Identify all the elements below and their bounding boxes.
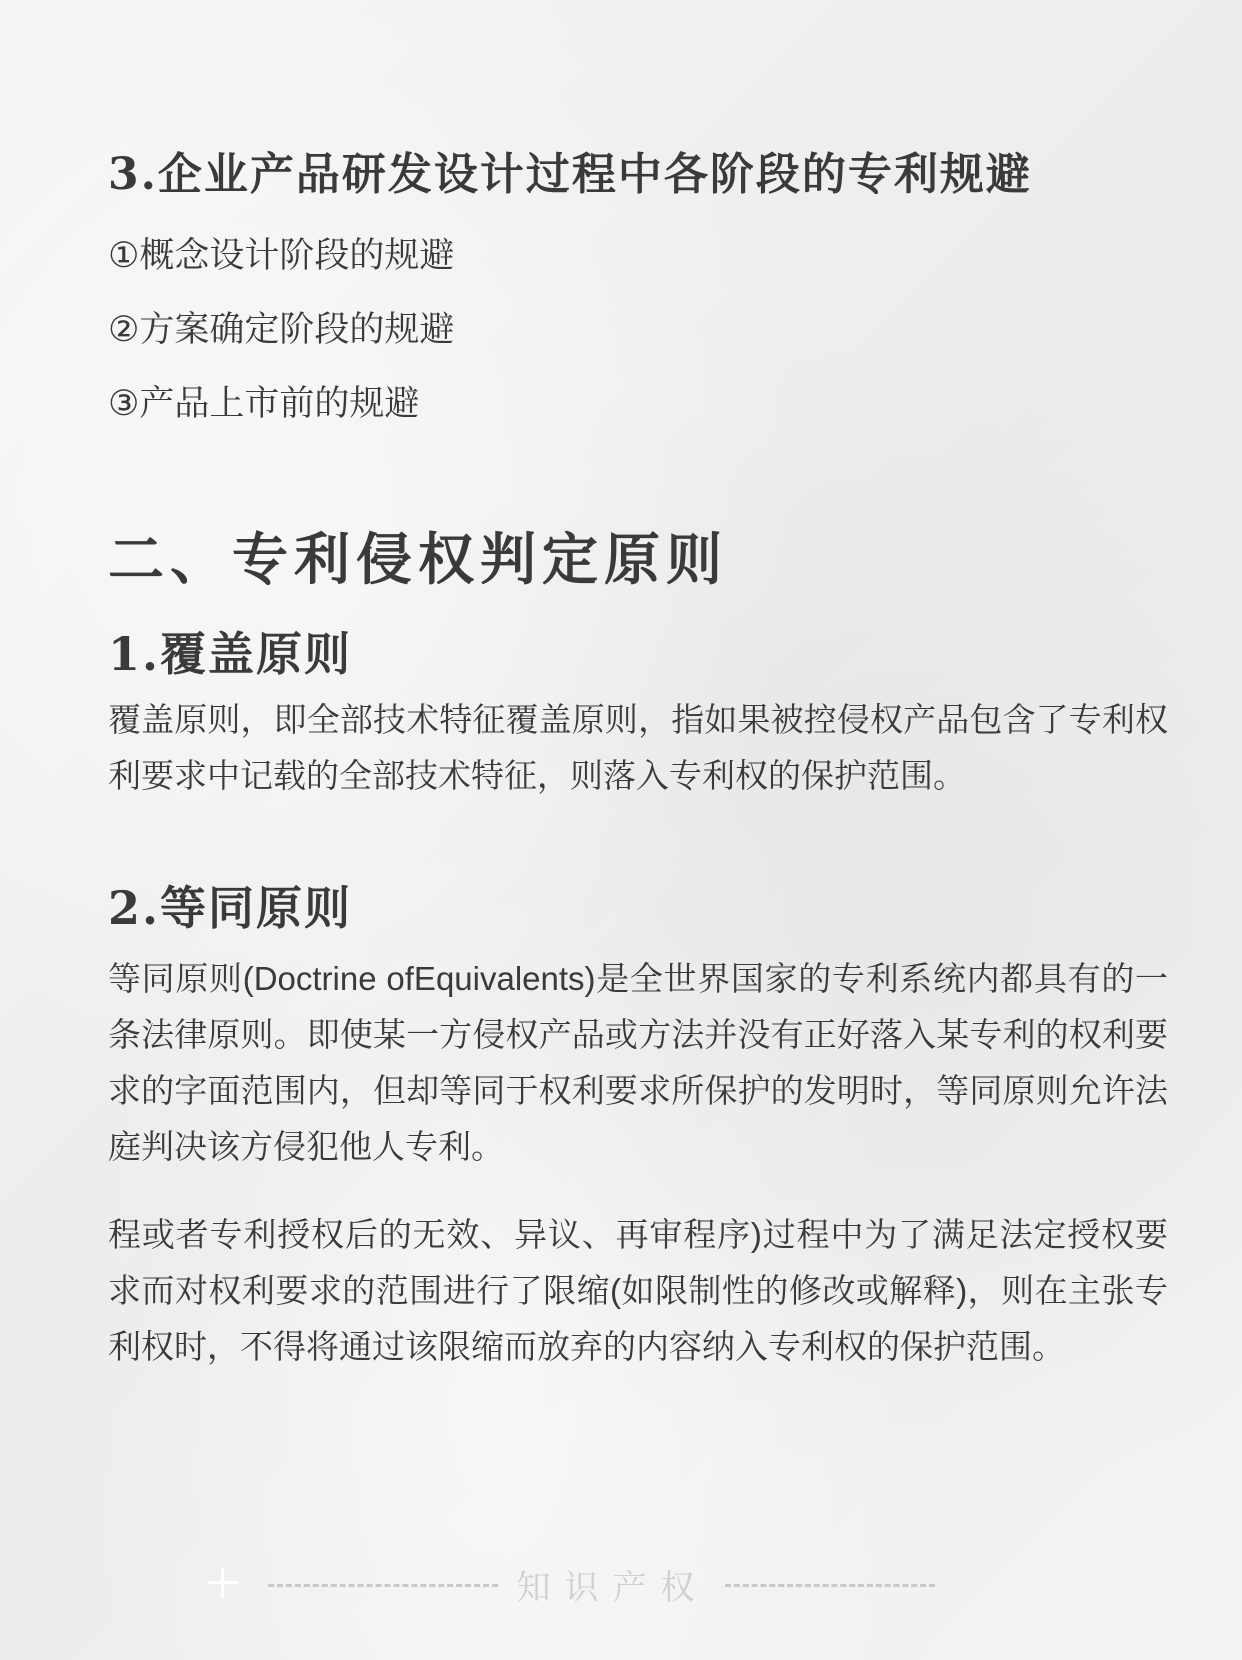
footer bbox=[0, 1560, 1242, 1610]
footer-divider-left bbox=[268, 1584, 498, 1587]
section3-heading: 3.企业产品研发设计过程中各阶段的专利规避 bbox=[108, 149, 1032, 200]
section3-item-prelaunch: ③产品上市前的规避 bbox=[108, 384, 420, 423]
plus-icon bbox=[208, 1568, 238, 1598]
footer-divider-right bbox=[725, 1584, 935, 1587]
footer-label: 知识产权 bbox=[516, 1568, 709, 1608]
principle2-paragraph: 等同原则(Doctrine ofEquivalents)是全世界国家的专利系统内都具有的一条法律原则。即使某一方侵权产品或方法并没有正好落入某专利的权利要求的字面范围内，但却等同于权利要求所保护的发明时，等同原则允许法庭判决该方侵犯他人专利。 bbox=[108, 960, 1168, 1165]
principle1-heading: 1.覆盖原则 bbox=[108, 627, 353, 681]
section3-item-plan: ②方案确定阶段的规避 bbox=[108, 310, 455, 349]
part2-heading: 二、专利侵权判定原则 bbox=[108, 527, 728, 593]
principle2-paragraph-2: 程或者专利授权后的无效、异议、再审程序)过程中为了满足法定授权要求而对权利要求的范围进行了限缩(如限制性的修改或解释)，则在主张专利权时，不得将通过该限缩而放弃的内容纳入专利权的保护范围。 bbox=[108, 1216, 1168, 1365]
principle1-paragraph: 覆盖原则，即全部技术特征覆盖原则，指如果被控侵权产品包含了专利权利要求中记载的全部技术特征，则落入专利权的保护范围。 bbox=[108, 701, 1168, 794]
section3-item-concept: ①概念设计阶段的规避 bbox=[108, 236, 455, 275]
principle2-heading: 2.等同原则 bbox=[108, 881, 353, 935]
